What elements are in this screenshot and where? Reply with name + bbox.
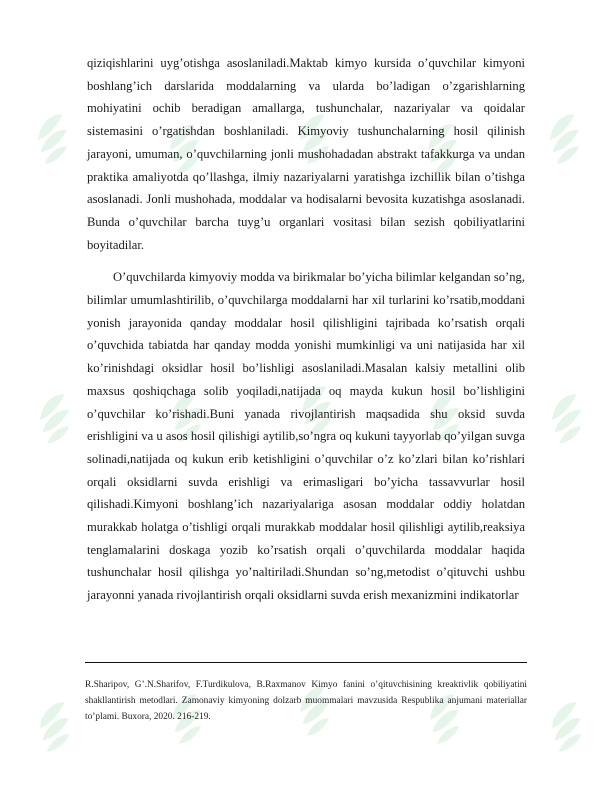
footnote: R.Sharipov, G’.N.Sharifov, F.Turdikulova, B.Raxmanov Kimyo fanini o’qituvchisining kreaktivlik qobiliyatini shakllantirish metodlari. Zamonaviy kimyoning dolzarb muommalari mavzusida Respublika anjumani materiallar to’plami. Buxora, 2020. 216-219. [85, 680, 527, 723]
leaf-logo-icon [540, 392, 594, 446]
leaf-logo-icon [28, 700, 82, 754]
leaf-logo-icon [26, 112, 80, 166]
paragraph-1: qiziqishlarini uyg’otishga asoslaniladi.Maktab kimyo kursida o’quvchilar kimyoni boshlang’ich darslarida moddalarning va ularda bo’ladigan o’zgarishlarning mohiyatini ochib beradigan amallarga, tushunchalar, nazariyalar va qoidalar sistemasini o’rgatishdan boshlaniladi. Kimyoviy tushunchalarning hosil qilinish jarayoni, umuman, o’quvchilarning jonli mushohadadan abstrakt tafakkurga va undan praktika amaliyotda qo’llashga, ilmiy nazariyalarni yaratishga izchillik bilan o’tishga asoslanadi. Jonli mushohada, moddalar va hodisalarni bevosita kuzatishga asoslanadi. Bunda o’quvchilar barcha tuyg’u organlari vositasi bilan sezish qobiliyatlarini boyitadilar. [87, 56, 525, 252]
footnote-divider [85, 662, 527, 663]
paragraph-2: O’quvchilarda kimyoviy modda va birikmalar bo’yicha bilimlar kelgandan so’ng, bilimlar umumlashtirilib, o’quvchilarga moddalarni har xil turlarini ko’rsatib,moddani yonish jarayonida qanday moddalar hosil qilishligini tajribada ko’rsatish orqali o’quvchida tabiatda har qanday modda yonishi mumkinligi va uni natijasida har xil ko’rinishdagi oksidlar hosil bo’lishligi asoslaniladi.Masalan kalsiy metallini olib maxsus qoshiqchaga solib yoqiladi,natijada oq mayda kukun hosil bo’lishligini o’quvchilar ko’rishadi.Buni yanada rivojlantirish maqsadida shu oksid suvda erishligini va u asos hosil qilishigi aytilib,so’ngra oq kukuni tayyorlab qo’yilgan suvga solinadi,natijada oq kukun erib ketishligini o’quvchilar o’z ko’zlari bilan ko’rishlari orqali oksidlarni suvda erishligi va erimasligari bo’yicha tassavvurlar hosil qilishadi.Kimyoni boshlang’ich nazariyalariga asosan moddalar oddiy holatdan murakkab holatga o’tishligi orqali murakkab moddalar hosil qilishligi aytilib,reaksiya tenglamalarini doskaga yozib ko’rsatish orqali o’quvchilarda moddalar haqida tushunchalar hosil qilishga yo’naltiriladi.Shundan so’ng,metodist o’qituvchi ushbu jarayonni yanada rivojlantirish orqali oksidlarni suvda erish mexanizmini indikatorlar [87, 270, 525, 603]
body-text [87, 52, 525, 607]
leaf-logo-icon [538, 112, 592, 166]
leaf-logo-icon [28, 392, 82, 446]
leaf-logo-icon [540, 700, 594, 754]
